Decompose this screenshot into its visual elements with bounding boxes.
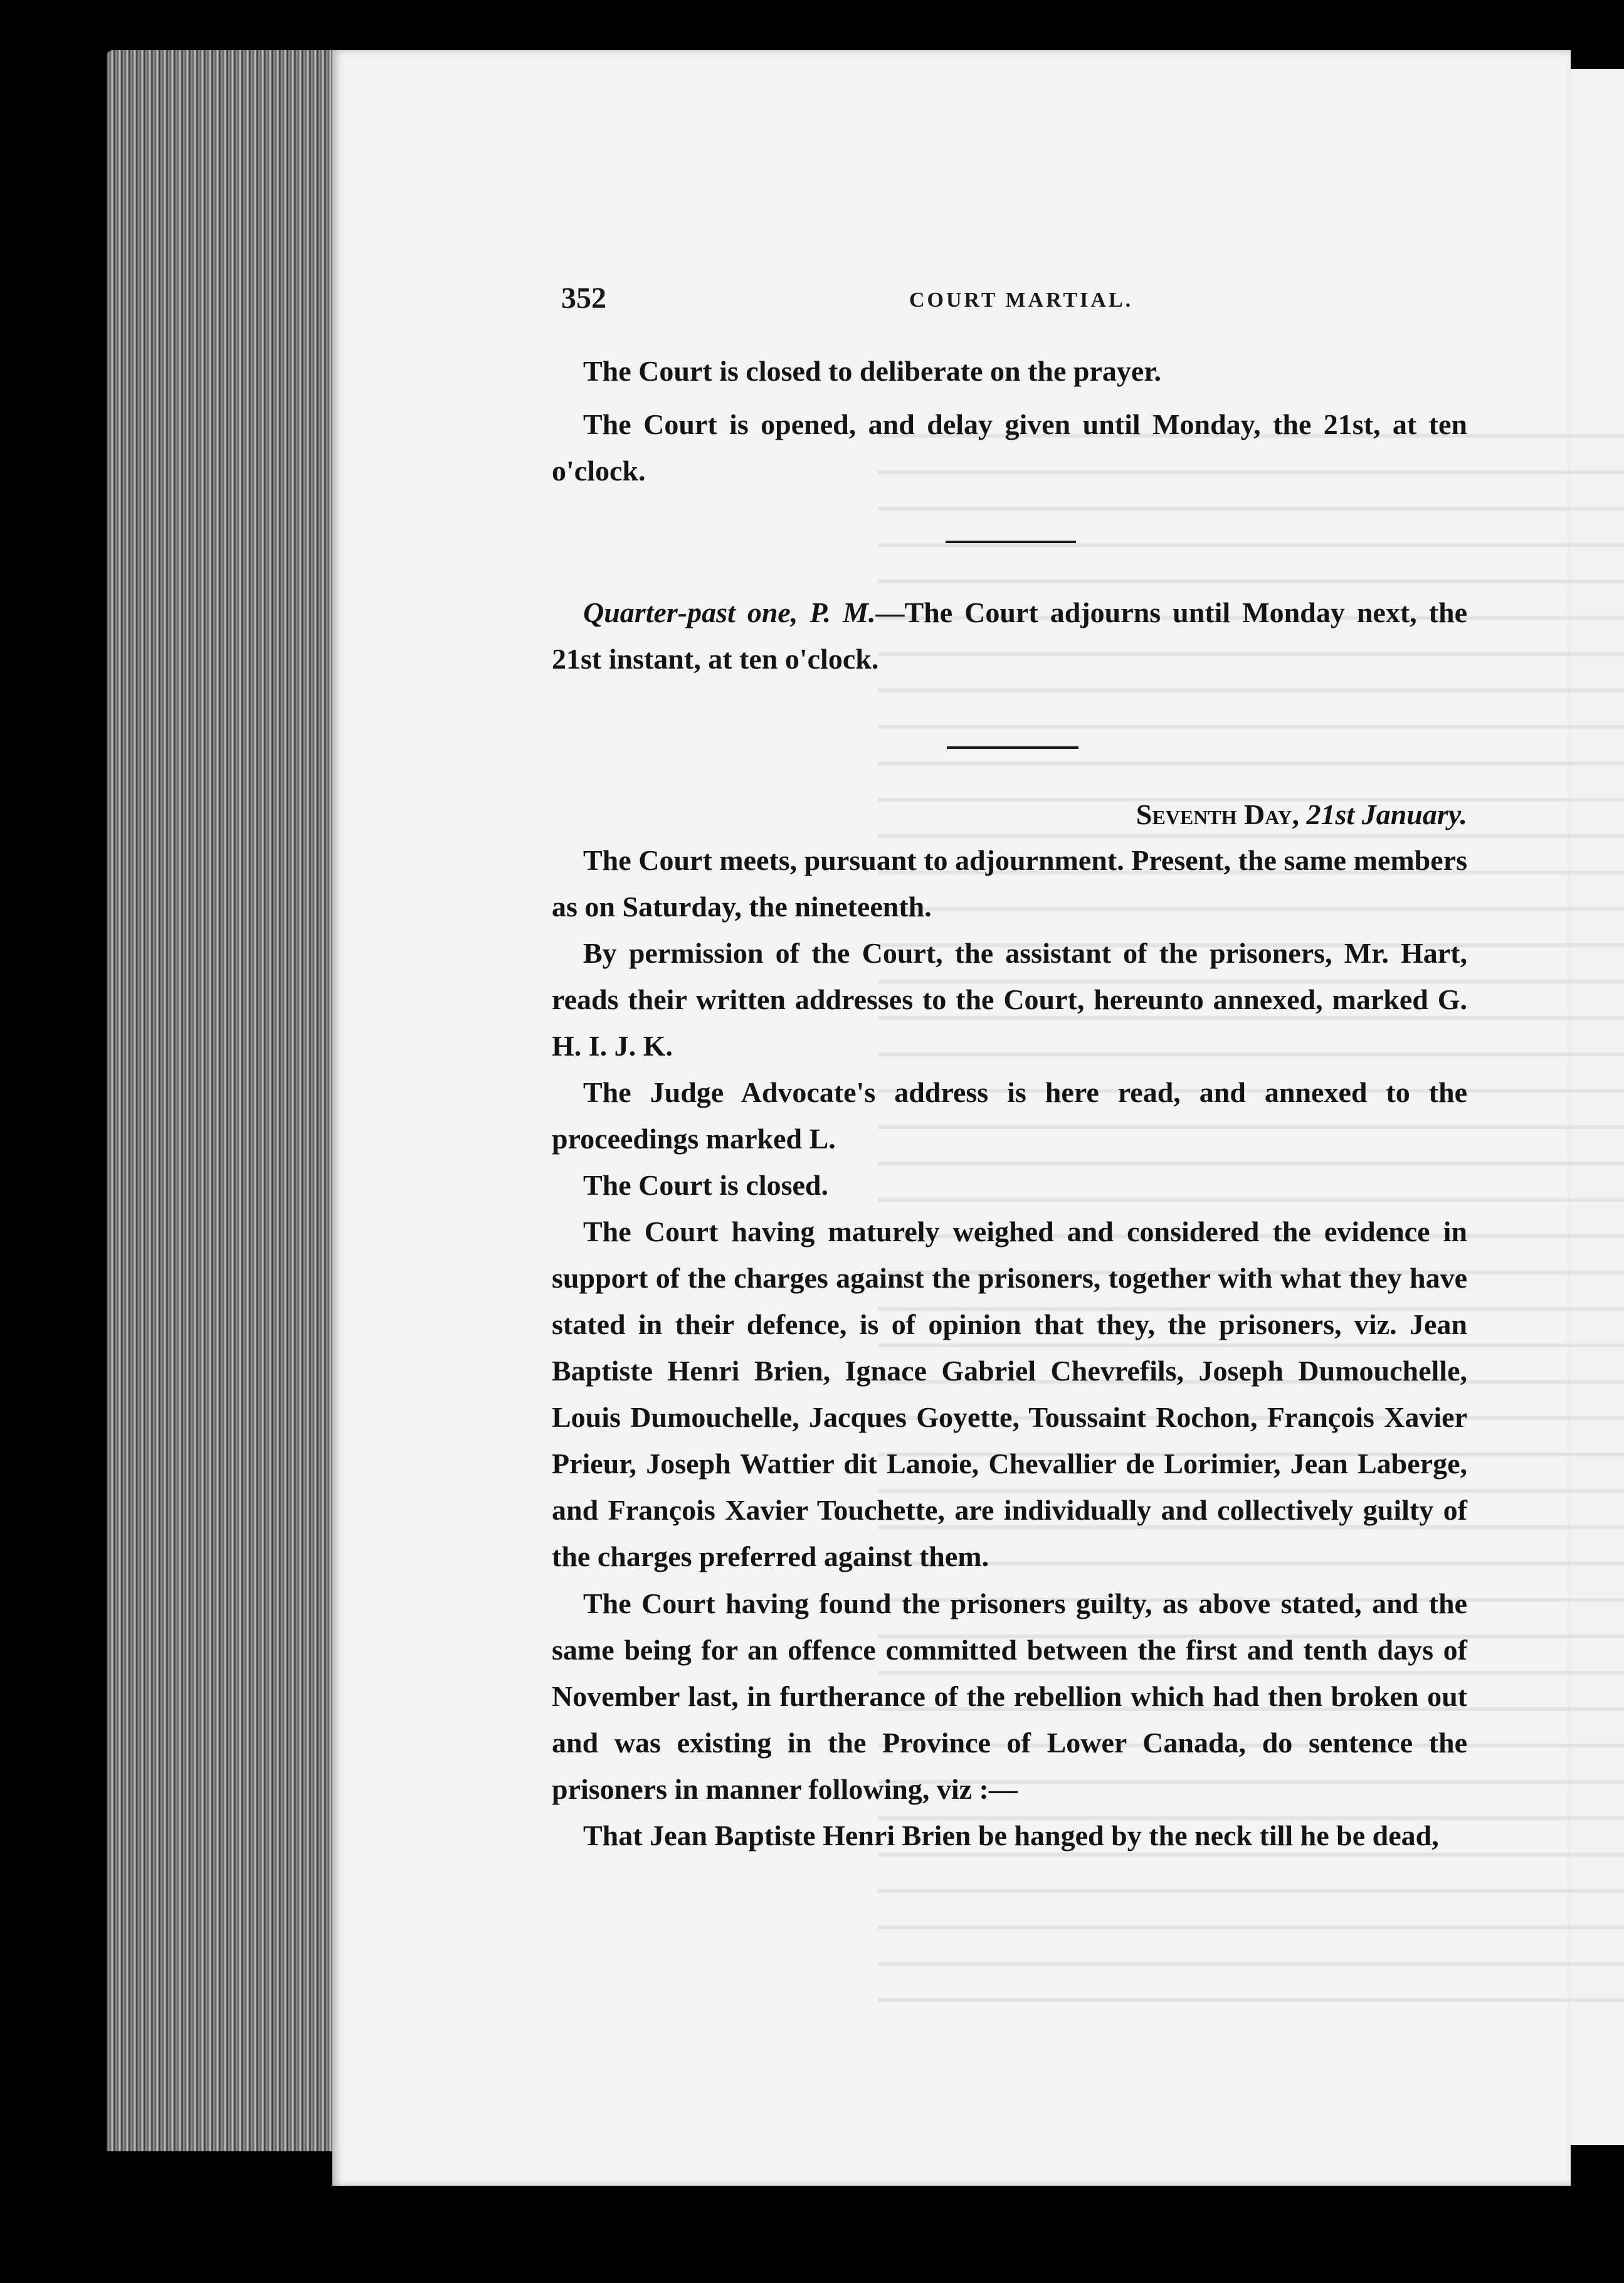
paragraph: The Court is closed. (583, 1169, 828, 1201)
page-number: 352 (561, 282, 606, 315)
section-divider (947, 746, 1078, 749)
paragraph: By permission of the Court, the assistant of the prisoners, Mr. Hart, reads their written addresses to the Court, hereunto annexed, marked G. H. I. J. K. (552, 937, 1467, 1062)
paragraph (552, 590, 1467, 682)
day-heading-caps: Seventh Day, (1136, 798, 1300, 830)
time-notation: Quarter-past one, P. M. (583, 596, 876, 628)
running-head: COURT MARTIAL. (909, 289, 1134, 312)
book-page-edges (107, 50, 357, 2151)
paragraph: The Court meets, pursuant to adjournment. Present, the same members as on Saturday, the nineteenth. (552, 844, 1467, 923)
day-heading (552, 792, 1467, 838)
paragraph: The Court is opened, and delay given until Monday, the 21st, at ten o'clock. (552, 408, 1467, 487)
paragraph: The Court is closed to deliberate on the prayer. (583, 355, 1162, 387)
paragraph: The Court having maturely weighed and considered the evidence in support of the charges against the prisoners, together with what they have stated in their defence, is of opinion that they, the prisoners, viz. Jean Baptiste Henri Brien, Ignace Gabriel Chevrefils, Joseph Dumouchelle, Louis Dumouchelle, Jacques Goyette, Toussaint Rochon, François Xavier Prieur, Joseph Wattier dit Lanoie, Chevallier de Lorimier, Jean Laberge, and François Xavier Touchette, are individually and collectively guilty of the charges preferred against them. (552, 1216, 1467, 1572)
paragraph: The Court having found the prisoners guilty, as above stated, and the same being for an offence committed between the first and tenth days of November last, in furtherance of the rebellion which had then broken out and was existing in the Province of Lower Canada, do sentence the prisoners in manner following, viz :— (552, 1587, 1467, 1805)
paragraph: That Jean Baptiste Henri Brien be hanged by the neck till he be dead, (583, 1820, 1439, 1851)
section-divider (946, 541, 1076, 543)
paragraph-text: —The Court adjourns until Monday next, the 21st instant, at ten o'clock. (552, 596, 1468, 675)
page-body (552, 0, 1467, 2283)
paragraph: The Judge Advocate's address is here read, and annexed to the proceedings marked L. (552, 1076, 1467, 1155)
day-heading-date: 21st January. (1306, 798, 1467, 830)
